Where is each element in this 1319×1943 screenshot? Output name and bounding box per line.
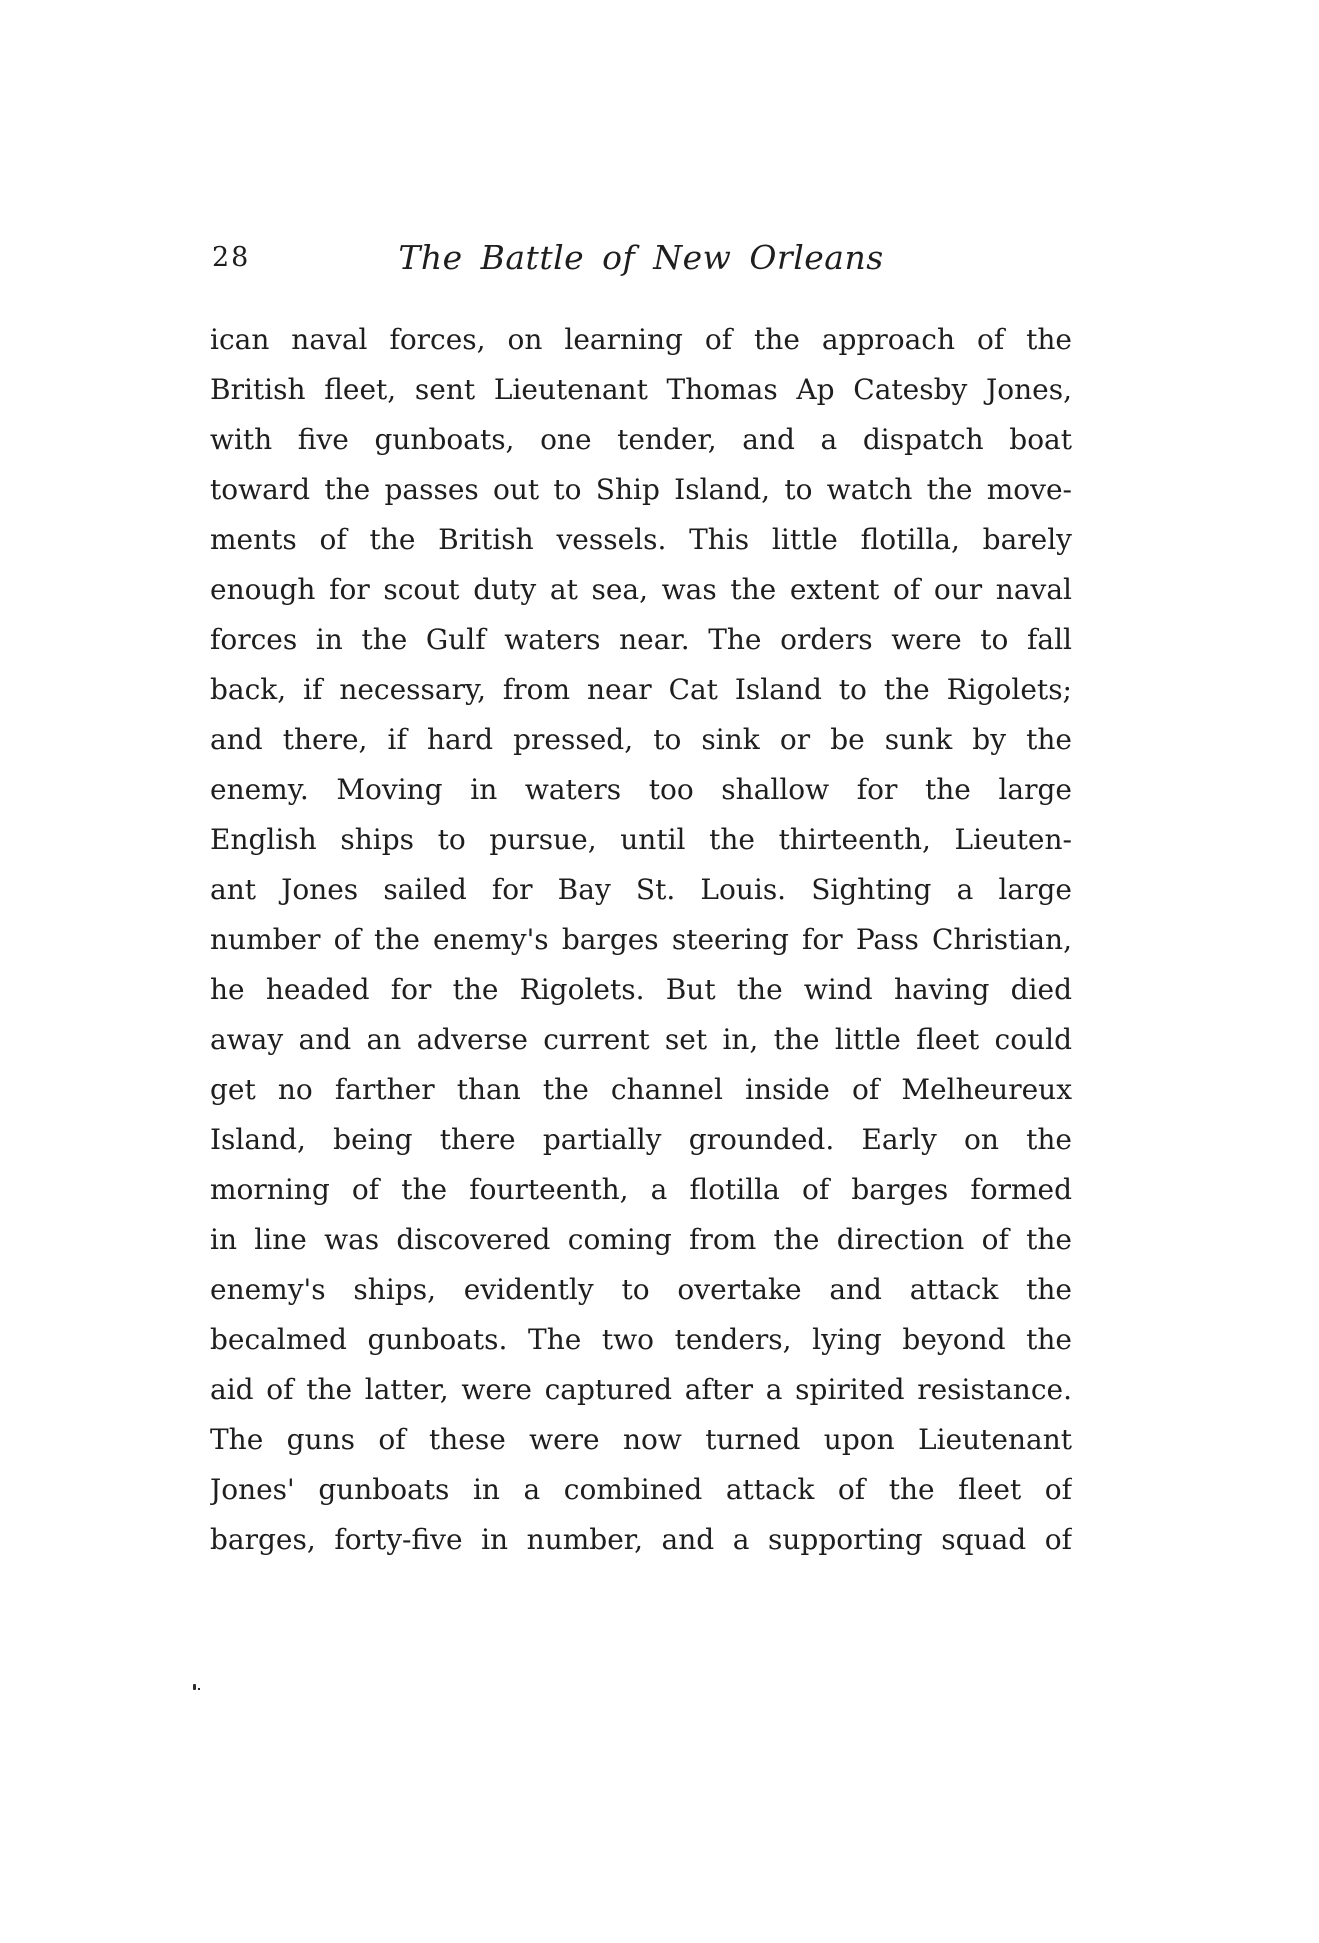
text-line: ant Jones sailed for Bay St. Louis. Sighting a large	[210, 873, 1072, 906]
text-line: ican naval forces, on learning of the approach of the	[210, 323, 1072, 356]
text-line: forces in the Gulf waters near. The orders were to fall	[210, 623, 1072, 656]
text-line: he headed for the Rigolets. But the wind having died	[210, 973, 1072, 1006]
text-line: with five gunboats, one tender, and a dispatch boat	[210, 423, 1072, 456]
text-line: Jones' gunboats in a combined attack of the fleet of	[210, 1473, 1072, 1506]
running-title: The Battle of New Orleans	[398, 238, 884, 277]
scan-speck-bar	[193, 1684, 196, 1690]
text-line: and there, if hard pressed, to sink or be sunk by the	[210, 723, 1072, 756]
text-line: Island, being there partially grounded. Early on the	[210, 1123, 1072, 1156]
text-line: in line was discovered coming from the direction of the	[210, 1223, 1072, 1256]
page-number: 28	[212, 242, 251, 273]
text-line: British fleet, sent Lieutenant Thomas Ap Catesby Jones,	[210, 373, 1072, 406]
text-line: ments of the British vessels. This little flotilla, barely	[210, 523, 1072, 556]
text-line: back, if necessary, from near Cat Island to the Rigolets;	[210, 673, 1072, 706]
text-line: enough for scout duty at sea, was the extent of our naval	[210, 573, 1072, 606]
text-line: get no farther than the channel inside of Melheureux	[210, 1073, 1072, 1106]
text-line: number of the enemy's barges steering for Pass Christian,	[210, 923, 1072, 956]
text-line: becalmed gunboats. The two tenders, lying beyond the	[210, 1323, 1072, 1356]
text-line: barges, forty-five in number, and a supporting squad of	[210, 1523, 1072, 1556]
scan-speck-dot	[198, 1688, 200, 1690]
scan-speck	[193, 1684, 200, 1690]
text-line: away and an adverse current set in, the little fleet could	[210, 1023, 1072, 1056]
text-line: enemy's ships, evidently to overtake and attack the	[210, 1273, 1072, 1306]
text-line: aid of the latter, were captured after a spirited resistance.	[210, 1373, 1072, 1406]
text-line: toward the passes out to Ship Island, to watch the move-	[210, 473, 1072, 506]
text-line: English ships to pursue, until the thirteenth, Lieuten-	[210, 823, 1072, 856]
text-line: morning of the fourteenth, a flotilla of barges formed	[210, 1173, 1072, 1206]
text-line: enemy. Moving in waters too shallow for the large	[210, 773, 1072, 806]
body-text	[210, 315, 1072, 1565]
page-header	[210, 226, 1072, 277]
text-line: The guns of these were now turned upon Lieutenant	[210, 1423, 1072, 1456]
